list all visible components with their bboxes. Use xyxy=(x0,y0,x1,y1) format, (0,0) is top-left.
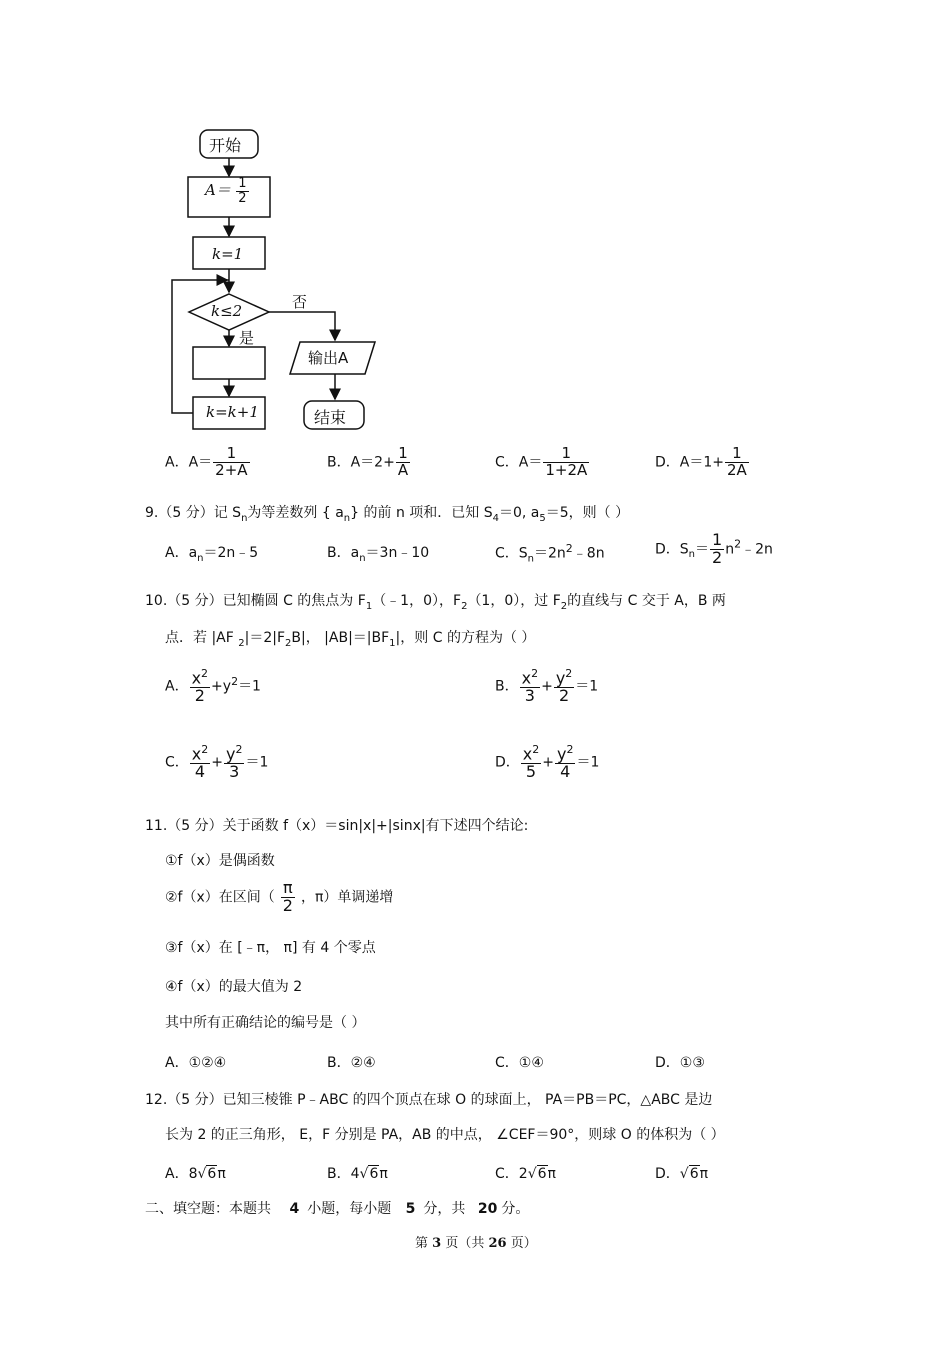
q10-option-c[interactable] xyxy=(165,744,268,781)
fraction-denominator: 2 xyxy=(712,547,723,567)
footer-total-pages: 26 xyxy=(488,1236,507,1251)
fraction-denominator: 3 xyxy=(229,762,240,782)
fraction-numerator: 1 xyxy=(213,446,249,463)
q11-statement-1: ①f（x）是偶函数 xyxy=(165,853,275,869)
subscript: 2 xyxy=(285,637,292,649)
q10-option-b[interactable] xyxy=(495,668,598,705)
option-text: n xyxy=(725,541,735,558)
coefficient: 8 xyxy=(188,1166,198,1182)
superscript: 2 xyxy=(201,667,209,680)
fraction xyxy=(710,532,724,567)
section-count: 4 xyxy=(289,1201,300,1217)
option-text: A＝1+ xyxy=(679,454,724,471)
q9-text-5: ＝5，则（ ） xyxy=(545,505,630,521)
option-text: A＝ xyxy=(188,454,213,471)
fraction-numerator xyxy=(224,744,244,764)
fraction-denominator: 4 xyxy=(560,762,571,782)
q10-text: |＝2|F xyxy=(244,630,286,646)
pi-symbol: π xyxy=(699,1166,709,1182)
subscript: n xyxy=(241,512,248,524)
q11-option-d[interactable]: D．①③ xyxy=(655,1055,705,1071)
option-label: A． xyxy=(165,678,189,695)
q9-option-b[interactable] xyxy=(327,542,429,564)
option-label: C． xyxy=(495,545,519,562)
option-label: B． xyxy=(327,454,351,471)
radicand: 6 xyxy=(537,1166,547,1182)
subscript: n xyxy=(688,549,696,561)
fraction-denominator: 3 xyxy=(524,686,535,706)
option-text: S xyxy=(679,541,689,558)
subscript: n xyxy=(197,552,204,564)
fraction-numerator: 1 xyxy=(712,530,723,549)
option-label: D． xyxy=(655,454,680,471)
statement-text: ②f（x）在区间（ xyxy=(165,889,275,906)
q12-option-a[interactable] xyxy=(165,1163,226,1183)
sqrt: √6 xyxy=(679,1166,699,1182)
option-text: ＝ xyxy=(695,541,710,558)
fraction xyxy=(190,744,210,781)
flow-assign-a-frac xyxy=(236,177,248,205)
q9-text-4: ＝0, a xyxy=(498,505,540,521)
q9-text-2: 为等差数列 { a xyxy=(247,505,344,521)
superscript: 2 xyxy=(566,743,574,756)
option-label: B． xyxy=(495,678,519,695)
option-text: ﹣2n xyxy=(741,541,773,558)
flow-assign-k-label: k=1 xyxy=(212,245,244,263)
option-text: A＝ xyxy=(518,454,543,471)
q9-text-1: 9.（5 分）记 S xyxy=(145,505,242,521)
variable: x xyxy=(521,668,532,688)
flow-increment-label: k=k+1 xyxy=(206,403,259,421)
section-text: 二、填空题：本题共 xyxy=(145,1201,271,1217)
flow-start-label: 开始 xyxy=(209,136,242,155)
option-text: a xyxy=(188,545,198,561)
q12-option-c[interactable] xyxy=(495,1163,556,1183)
superscript: 2 xyxy=(565,542,573,555)
q10-text: B|， |AB|＝|BF xyxy=(291,630,390,646)
option-text: ＝2n﹣5 xyxy=(203,545,259,561)
fraction xyxy=(281,880,295,915)
fraction-numerator xyxy=(190,668,210,688)
flow-body-box xyxy=(193,347,265,379)
subscript: n xyxy=(359,552,366,564)
fraction xyxy=(725,446,749,479)
fraction xyxy=(543,446,589,479)
option-label: C． xyxy=(165,754,189,771)
variable: x xyxy=(191,744,202,764)
q10-option-a[interactable] xyxy=(165,668,261,705)
page-footer xyxy=(415,1232,537,1251)
sqrt: √6 xyxy=(359,1166,379,1182)
q10-stem-line1 xyxy=(145,590,726,612)
pi-symbol: π xyxy=(379,1166,388,1182)
section-total: 20 xyxy=(477,1201,498,1217)
flow-assign-a-num: 1 xyxy=(238,176,247,191)
superscript: 2 xyxy=(531,667,539,680)
fraction-denominator: 2 xyxy=(282,895,293,915)
radicand: 6 xyxy=(689,1166,699,1182)
subscript: 2 xyxy=(560,600,568,612)
sqrt: √6 xyxy=(197,1166,217,1182)
fraction-denominator: 2A xyxy=(727,460,747,479)
subscript: 1 xyxy=(365,600,373,612)
option-text: ＝3n﹣10 xyxy=(365,545,430,561)
fraction xyxy=(520,668,540,705)
radicand: 6 xyxy=(207,1166,217,1182)
pi-symbol: π xyxy=(547,1166,556,1182)
q9-option-a[interactable] xyxy=(165,542,258,564)
fraction-denominator: 2 xyxy=(558,686,570,706)
fraction-numerator xyxy=(555,744,575,764)
fraction-denominator: 2 xyxy=(194,686,205,706)
coefficient: 2 xyxy=(518,1166,528,1182)
option-text: ﹣8n xyxy=(572,545,605,562)
q12-stem-line2: 长为 2 的正三角形， E，F 分别是 PA，AB 的中点， ∠CEF＝90°，则球 O 的体积为（ ） xyxy=(165,1127,725,1143)
q8-option-d[interactable] xyxy=(655,446,750,479)
q10-stem-line2 xyxy=(165,627,535,649)
subscript: n xyxy=(343,512,351,524)
flow-condition-label: k≤2 xyxy=(211,302,243,320)
fraction-denominator: 2+A xyxy=(215,460,248,479)
fraction xyxy=(521,744,541,781)
fraction-denominator: 4 xyxy=(194,762,206,782)
fraction-denominator: 1+2A xyxy=(545,460,588,479)
fraction-numerator: 1 xyxy=(396,446,410,463)
flow-no-label: 否 xyxy=(292,293,308,311)
variable: y xyxy=(225,744,236,764)
option-text: + xyxy=(541,678,553,695)
fraction xyxy=(555,744,575,781)
variable: x xyxy=(191,668,202,688)
subscript: 2 xyxy=(461,600,468,612)
fraction-denominator: A xyxy=(397,460,409,479)
fraction xyxy=(190,668,210,705)
section-text: 分，共 xyxy=(423,1201,466,1217)
q10-text: 点．若 |AF xyxy=(165,630,239,646)
section-2-header xyxy=(145,1198,529,1218)
q11-option-c[interactable]: C．①④ xyxy=(495,1055,544,1071)
footer-text: 页） xyxy=(510,1236,537,1251)
option-label: A． xyxy=(165,1166,189,1182)
q12-stem-line1: 12.（5 分）已知三棱锥 P﹣ABC 的四个顶点在球 O 的球面上， PA＝PB＝PC，△ABC 是边 xyxy=(145,1092,713,1108)
sqrt: √6 xyxy=(527,1166,547,1182)
option-text: ＝2n xyxy=(534,545,566,562)
subscript: 5 xyxy=(539,512,546,524)
superscript: 2 xyxy=(565,667,573,680)
option-text: a xyxy=(350,545,360,561)
pi-symbol: π xyxy=(217,1166,226,1182)
q8-option-a[interactable] xyxy=(165,446,251,479)
q10-text: 10.（5 分）已知椭圆 C 的焦点为 F xyxy=(145,593,366,609)
option-label: A． xyxy=(165,545,189,561)
q8-option-b[interactable] xyxy=(327,446,411,479)
option-label: D． xyxy=(655,1166,680,1182)
option-label: D． xyxy=(495,754,520,771)
q11-ask: 其中所有正确结论的编号是（ ） xyxy=(165,1015,366,1031)
radicand: 6 xyxy=(369,1166,379,1182)
flow-assign-a-label xyxy=(205,177,250,205)
fraction-numerator: 1 xyxy=(725,446,749,463)
variable: y xyxy=(555,668,566,688)
section-text: 小题，每小题 xyxy=(307,1201,392,1217)
footer-text: 第 xyxy=(415,1236,429,1251)
fraction-numerator xyxy=(554,668,574,688)
option-text: ＝1 xyxy=(575,678,599,695)
option-text: +y xyxy=(211,678,232,695)
fraction-numerator xyxy=(520,668,540,688)
q11-statement-3: ③f（x）在 [﹣π， π] 有 4 个零点 xyxy=(165,940,376,956)
fraction-numerator: 1 xyxy=(543,446,589,463)
q11-statement-4: ④f（x）的最大值为 2 xyxy=(165,979,303,995)
footer-text: 页（共 xyxy=(445,1236,485,1251)
option-text: A＝2+ xyxy=(350,454,395,471)
fraction xyxy=(396,446,410,479)
q9-stem xyxy=(145,502,629,524)
q11-option-a[interactable]: A．①②④ xyxy=(165,1055,227,1071)
flowchart xyxy=(160,120,400,440)
superscript: 2 xyxy=(734,537,742,551)
option-label: C． xyxy=(495,454,519,471)
variable: y xyxy=(556,744,567,764)
option-label: D． xyxy=(655,541,680,558)
fraction-denominator: 5 xyxy=(525,762,537,782)
q10-text: 的直线与 C 交于 A，B 两 xyxy=(567,593,726,609)
section-score: 5 xyxy=(405,1201,416,1217)
statement-text: ，π）单调递增 xyxy=(300,889,394,906)
q10-option-d[interactable] xyxy=(495,744,599,781)
option-text: ＝1 xyxy=(238,678,261,695)
option-label: B． xyxy=(327,1166,351,1182)
coefficient: 4 xyxy=(350,1166,360,1182)
subscript: 4 xyxy=(492,512,499,524)
fraction xyxy=(213,446,249,479)
flow-yes-label: 是 xyxy=(239,329,255,347)
q11-statement-2 xyxy=(165,880,393,915)
flow-end-label: 结束 xyxy=(314,408,347,427)
option-text: ＝1 xyxy=(245,754,269,771)
subscript: n xyxy=(527,553,535,565)
subscript: 2 xyxy=(238,637,245,649)
option-text: + xyxy=(542,754,554,771)
flow-output-label: 输出A xyxy=(308,349,349,367)
option-label: C． xyxy=(495,1166,519,1182)
subscript: 1 xyxy=(389,637,396,649)
q9-option-c[interactable] xyxy=(495,542,605,564)
q10-text: |，则 C 的方程为（ ） xyxy=(395,630,536,646)
q8-option-c[interactable] xyxy=(495,446,590,479)
fraction-numerator: π xyxy=(281,880,295,898)
fraction xyxy=(224,744,244,781)
variable: x xyxy=(522,744,533,764)
option-text: S xyxy=(518,545,528,562)
q11-stem: 11.（5 分）关于函数 f（x）＝sin|x|+|sinx|有下述四个结论: xyxy=(145,818,529,834)
q12-option-d[interactable] xyxy=(655,1163,708,1183)
q10-text: （﹣1，0），F xyxy=(372,593,462,609)
fraction-numerator xyxy=(521,744,541,764)
section-text: 分。 xyxy=(501,1201,530,1217)
fraction-numerator xyxy=(190,744,210,764)
option-text: + xyxy=(211,754,223,771)
q9-text-3: } 的前 n 项和．已知 S xyxy=(350,505,493,521)
footer-page-number: 3 xyxy=(432,1236,442,1251)
flow-assign-a-lhs: A＝ xyxy=(205,181,231,200)
superscript: 2 xyxy=(201,743,209,756)
option-text: ＝1 xyxy=(576,754,600,771)
fraction xyxy=(554,668,574,705)
q11-option-b[interactable]: B．②④ xyxy=(327,1055,376,1071)
q10-text: （1，0），过 F xyxy=(467,593,561,609)
q12-option-b[interactable] xyxy=(327,1163,388,1183)
superscript: 2 xyxy=(532,743,540,756)
flow-assign-a-den: 2 xyxy=(238,190,247,206)
superscript: 2 xyxy=(235,743,243,756)
q9-option-d[interactable] xyxy=(655,532,773,567)
option-label: B． xyxy=(327,545,351,561)
option-label: A． xyxy=(165,454,189,471)
superscript: 2 xyxy=(231,674,239,688)
